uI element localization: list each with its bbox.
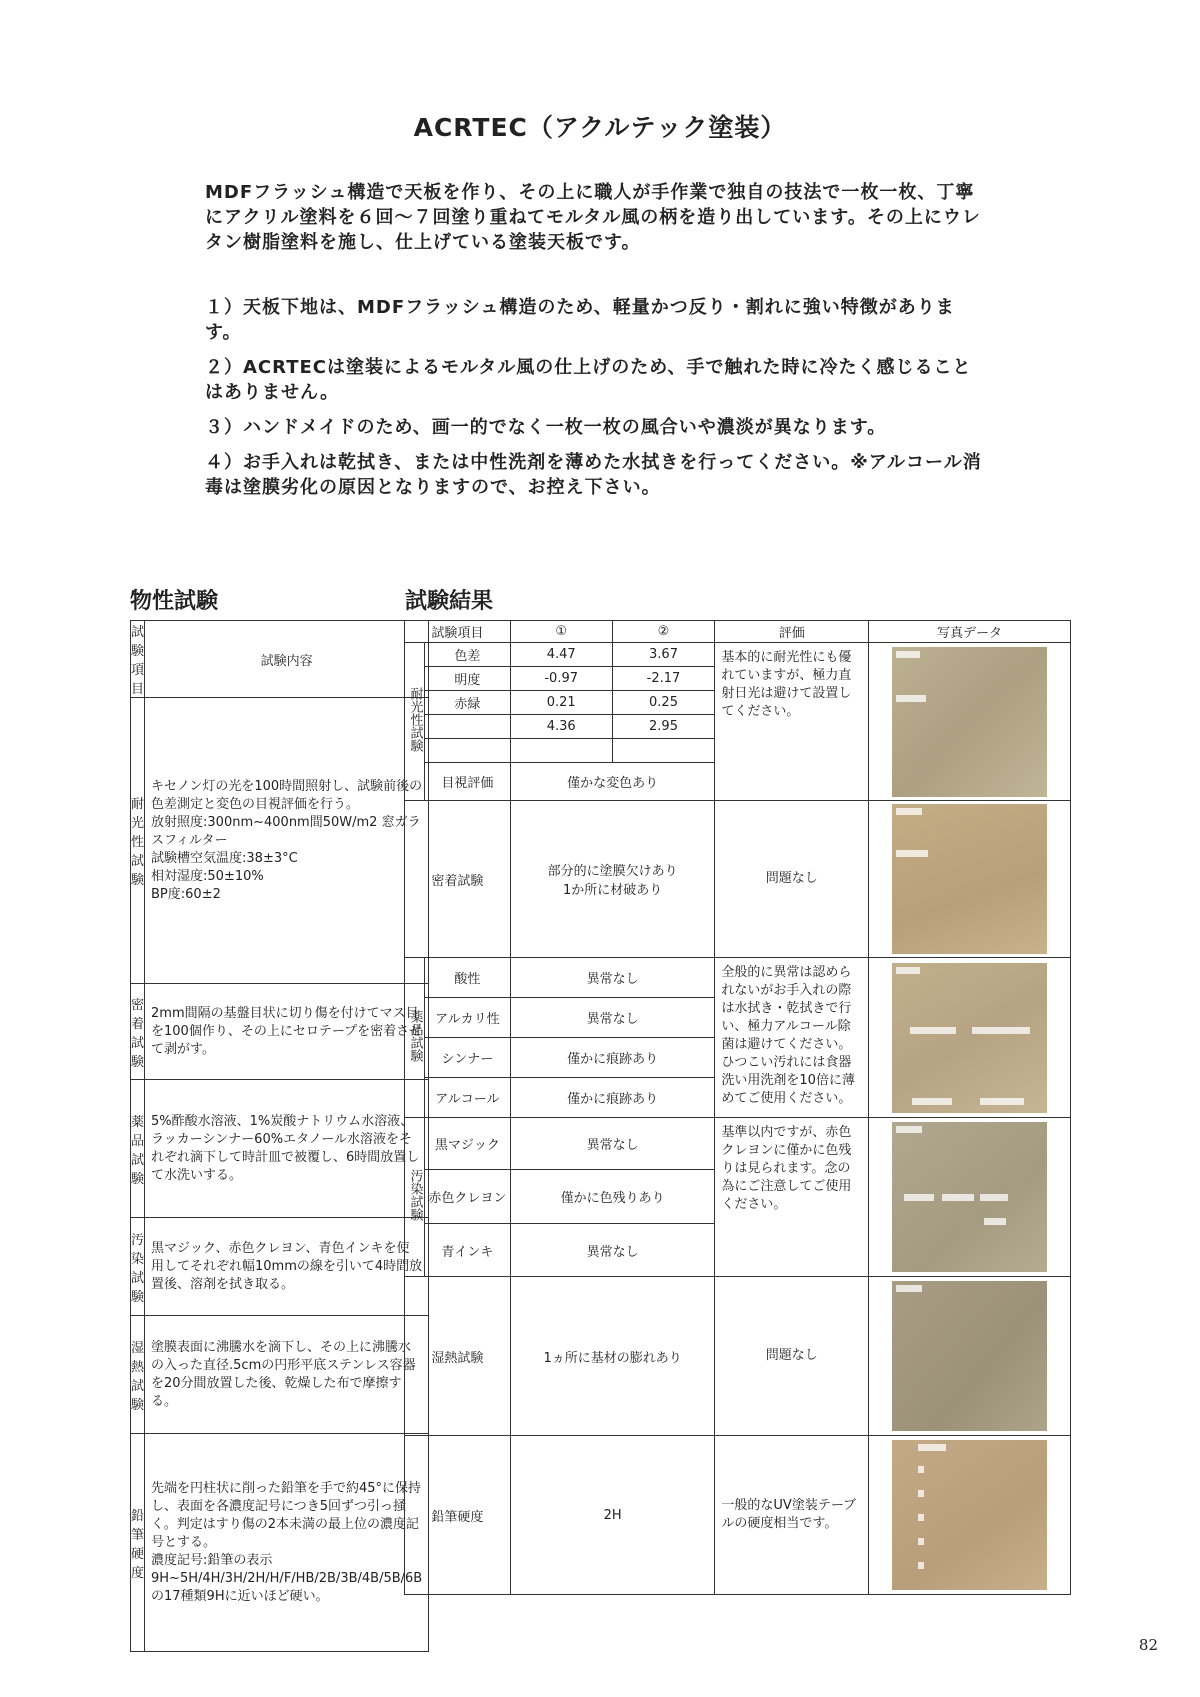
row-label xyxy=(424,715,510,739)
eval-pencil: 一般的なUV塗装テーブルの硬度相当です。 xyxy=(715,1436,869,1595)
row-label: 密着試験 xyxy=(405,801,511,958)
eval-chemical: 全般的に異常は認められないがお手入れの際は水拭き・乾拭きで行い、極力アルコール除菌は避けてください。ひつこい汚れには食器洗い用洗剤を10倍に薄めてご使用ください。 xyxy=(715,958,869,1118)
photo-light xyxy=(892,647,1047,797)
photo-chemical xyxy=(892,963,1047,1113)
page-title: ACRTEC（アクルテック塗装） xyxy=(413,113,787,142)
row-label: 色差 xyxy=(424,643,510,667)
physical-test-table xyxy=(130,620,429,1652)
test-name: 耐光性試験 xyxy=(131,698,145,984)
group-label-chemical: 薬品試験 xyxy=(407,1009,423,1062)
chemical-value: 僅かに痕跡あり xyxy=(510,1038,715,1078)
chemical-value: 異常なし xyxy=(510,998,715,1038)
pencil-value: 2H xyxy=(510,1436,715,1595)
row-label: 目視評価 xyxy=(424,763,510,801)
test-name: 汚染試験 xyxy=(131,1218,145,1316)
value-1 xyxy=(510,739,612,763)
col-header-item: 試験項目 xyxy=(131,621,145,698)
value-1: 0.21 xyxy=(510,691,612,715)
photo-stain xyxy=(892,1122,1047,1272)
test-results-table xyxy=(404,620,1071,1595)
table-row xyxy=(131,1434,429,1652)
value-2: -2.17 xyxy=(612,667,715,691)
col-header-eval: 評価 xyxy=(715,621,869,643)
row-label: 赤緑 xyxy=(424,691,510,715)
eval-light: 基本的に耐光性にも優れていますが、極力直射日光は避けて設置してください。 xyxy=(715,643,869,801)
test-desc: 先端を円柱状に削った鉛筆を手で約45°に保持し、表面を各濃度記号につき5回ずつ引っ掻く。判定はすり傷の2本未満の最上位の濃度記号とする。 濃度記号:鉛筆の表示 9H~5H/4H/3H/2H/H/F/HB/2B/3B/4B/5B/6Bの17種類9Hに近いほど硬い。 xyxy=(145,1434,429,1652)
test-results-heading: 試験結果 xyxy=(405,589,494,614)
test-desc: 塗膜表面に沸騰水を滴下し、その上に沸騰水の入った直径.5cmの円形平底ステンレス容器を20分間放置した後、乾燥した布で摩擦する。 xyxy=(145,1316,429,1434)
group-label-light: 耐光性試験 xyxy=(407,687,423,752)
stain-value: 異常なし xyxy=(510,1224,715,1277)
eval-heat: 問題なし xyxy=(715,1277,869,1436)
group-label-stain: 汚染試験 xyxy=(407,1169,423,1221)
row-label: 明度 xyxy=(424,667,510,691)
feature-point: １）天板下地は、MDFフラッシュ構造のため、軽量かつ反り・割れに強い特徴があります。 xyxy=(205,297,955,343)
photo-pencil xyxy=(892,1440,1047,1590)
col-header-2: ② xyxy=(612,621,715,643)
col-header-photo: 写真データ xyxy=(869,621,1071,643)
value-2: 3.67 xyxy=(612,643,715,667)
feature-point: ４）お手入れは乾拭き、または中性洗剤を薄めた水拭きを行ってください。※アルコール消毒は塗膜劣化の原因となりますので、お控え下さい。 xyxy=(205,452,982,498)
row-label: アルカリ性 xyxy=(424,998,510,1038)
test-name: 鉛筆硬度 xyxy=(131,1434,145,1652)
feature-point: ３）ハンドメイドのため、画一的でなく一枚一枚の風合いや濃淡が異なります。 xyxy=(205,417,887,438)
chemical-value: 僅かに痕跡あり xyxy=(510,1078,715,1118)
visual-value: 僅かな変色あり xyxy=(510,763,715,801)
test-name: 薬品試験 xyxy=(131,1080,145,1218)
test-desc: 黒マジック、赤色クレヨン、青色インキを使用してそれぞれ幅10mmの線を引いて4時間放置後、溶剤を拭き取る。 xyxy=(145,1218,429,1316)
row-label: 湿熱試験 xyxy=(405,1277,511,1436)
photo-adhesion xyxy=(892,804,1047,954)
row-label: 赤色クレヨン xyxy=(424,1170,510,1224)
value-2: 0.25 xyxy=(612,691,715,715)
test-desc: 5%酢酸水溶液、1%炭酸ナトリウム水溶液、ラッカーシンナー60%エタノール水溶液をそれぞれ滴下して時計皿で被覆し、6時間放置して水洗いする。 xyxy=(145,1080,429,1218)
row-label xyxy=(424,739,510,763)
row-label: 青インキ xyxy=(424,1224,510,1277)
adhesion-value: 部分的に塗膜欠けあり 1か所に材破あり xyxy=(510,801,715,958)
stain-value: 異常なし xyxy=(510,1118,715,1170)
feature-list xyxy=(205,295,985,510)
test-name: 湿熱試験 xyxy=(131,1316,145,1434)
chemical-value: 異常なし xyxy=(510,958,715,998)
eval-stain: 基準以内ですが、赤色クレヨンに僅かに色残りは見られます。念の為にご注意してご使用ください。 xyxy=(715,1118,869,1277)
col-header-content: 試験内容 xyxy=(145,621,429,698)
row-label: シンナー xyxy=(424,1038,510,1078)
row-label: 黒マジック xyxy=(424,1118,510,1170)
physical-test-heading: 物性試験 xyxy=(130,589,219,614)
table-row xyxy=(131,1316,429,1434)
table-row xyxy=(131,984,429,1080)
page-number: 82 xyxy=(1138,1636,1158,1654)
test-desc: キセノン灯の光を100時間照射し、試験前後の色差測定と変色の目視評価を行う。 放射照度:300nm~400nm間50W/m2 窓ガラスフィルター 試験槽空気温度:38±3°C 相対湿度:50±10% BP度:60±2 xyxy=(145,698,429,984)
row-label: アルコール xyxy=(424,1078,510,1118)
row-label: 鉛筆硬度 xyxy=(405,1436,511,1595)
col-header-item: 試験項目 xyxy=(405,621,511,643)
value-1: 4.36 xyxy=(510,715,612,739)
intro-paragraph: MDFフラッシュ構造で天板を作り、その上に職人が手作業で独自の技法で一枚一枚、丁寧にアクリル塗料を６回〜７回塗り重ねてモルタル風の柄を造り出しています。その上にウレタン樹脂塗料を施し、仕上げている塗装天板です。 xyxy=(205,182,981,253)
heat-value: 1ヵ所に基材の膨れあり xyxy=(510,1277,715,1436)
test-desc: 2mm間隔の基盤目状に切り傷を付けてマス目を100個作り、その上にセロテープを密着させて剥がす。 xyxy=(145,984,429,1080)
eval-adhesion: 問題なし xyxy=(715,801,869,958)
value-2: 2.95 xyxy=(612,715,715,739)
stain-value: 僅かに色残りあり xyxy=(510,1170,715,1224)
value-1: 4.47 xyxy=(510,643,612,667)
col-header-1: ① xyxy=(510,621,612,643)
row-label: 酸性 xyxy=(424,958,510,998)
table-row xyxy=(131,698,429,984)
value-1: -0.97 xyxy=(510,667,612,691)
photo-heat xyxy=(892,1281,1047,1431)
value-2 xyxy=(612,739,715,763)
table-row xyxy=(131,1080,429,1218)
table-row xyxy=(131,1218,429,1316)
feature-point: ２）ACRTECは塗装によるモルタル風の仕上げのため、手で触れた時に冷たく感じることはありません。 xyxy=(205,357,972,403)
test-name: 密着試験 xyxy=(131,984,145,1080)
